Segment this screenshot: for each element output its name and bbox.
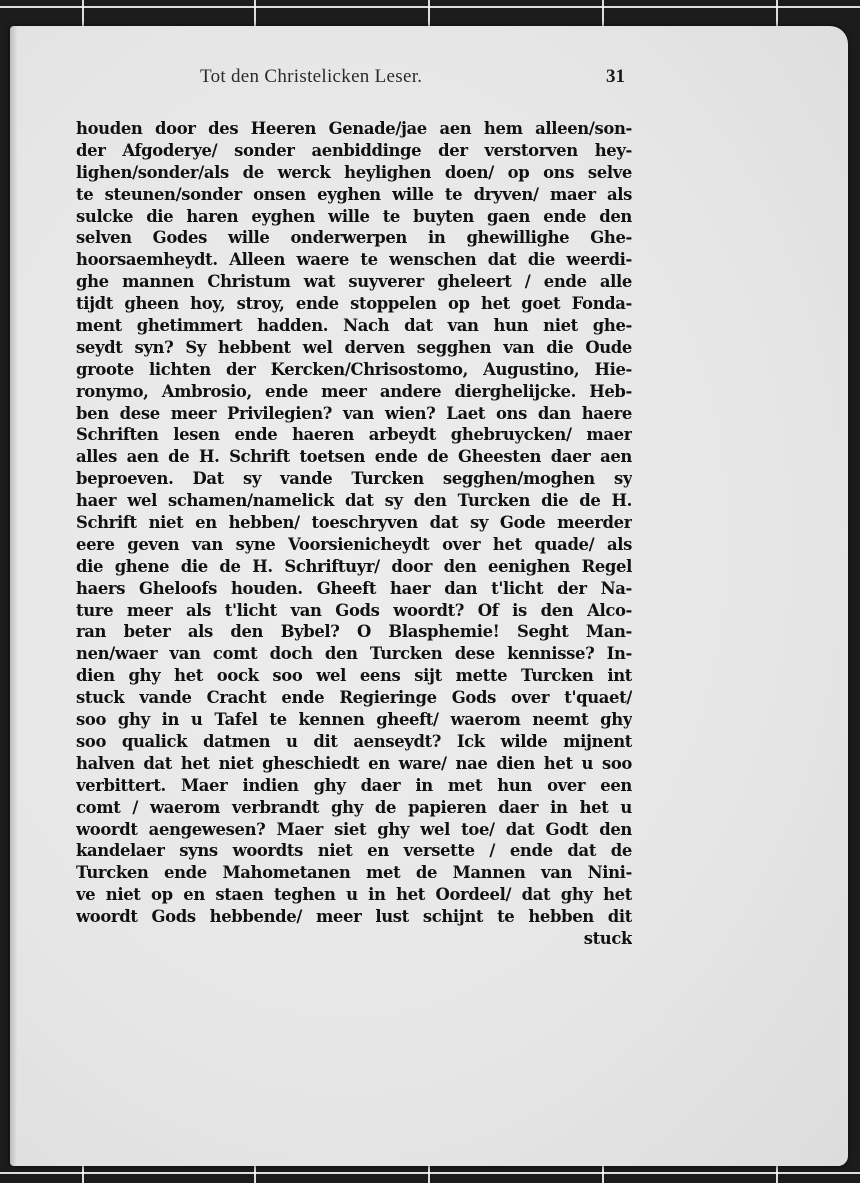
text-line: beproeven. Dat sy vande Turcken segghen/moghen sy [76, 469, 632, 489]
page-number: 31 [606, 66, 625, 87]
grid-line [0, 1172, 860, 1174]
text-line: ghe mannen Christum wat suyverer gheleert / ende alle [76, 272, 632, 292]
text-line: Schrift niet en hebben/ toeschryven dat sy Gode meerder [76, 513, 632, 533]
text-line: woordt aengewesen? Maer siet ghy wel toe/ dat Godt den [76, 819, 632, 839]
text-line: Schriften lesen ende haeren arbeydt ghebruycken/ maer [76, 425, 632, 445]
text-line: stuck vande Cracht ende Regieringe Gods over t'quaet/ [76, 688, 632, 708]
text-line: houden door des Heeren Genade/jae aen hem alleen/son- [76, 119, 632, 138]
text-line: alles aen de H. Schrift toetsen ende de Gheesten daer aen [76, 447, 632, 467]
text-line: groote lichten der Kercken/Chrisostomo, Augustino, Hie- [76, 359, 632, 379]
text-line: comt / waerom verbrandt ghy de papieren daer in het u [76, 797, 632, 817]
body-text [76, 118, 632, 950]
text-line: hoorsaemheydt. Alleen waere te wenschen dat die weerdi- [76, 250, 632, 270]
text-line: te steunen/sonder onsen eyghen wille te dryven/ maer als [76, 184, 632, 204]
text-line: ronymo, Ambrosio, ende meer andere dierghelijcke. Heb- [76, 381, 632, 401]
text-line: verbittert. Maer indien ghy daer in met hun over een [76, 775, 632, 795]
text-line: soo qualick datmen u dit aenseydt? Ick wilde mijnent [76, 731, 632, 751]
text-line: kandelaer syns woordts niet en versette / ende dat de [76, 841, 632, 861]
catchword: stuck [583, 928, 632, 948]
text-line: die ghene die de H. Schriftuyr/ door den eenighen Regel [76, 556, 632, 576]
text-line: seydt syn? Sy hebbent wel derven segghen van die Oude [76, 337, 632, 357]
text-line: selven Godes wille onderwerpen in ghewillighe Ghe- [76, 228, 632, 248]
text-line: ve niet op en staen teghen u in het Oordeel/ dat ghy het [76, 885, 632, 905]
text-line: ben dese meer Privilegien? van wien? Laet ons dan haere [76, 403, 632, 423]
text-line: lighen/sonder/als de werck heylighen doen/ op ons selve [76, 162, 632, 182]
text-line: woordt Gods hebbende/ meer lust schijnt te hebben dit [76, 907, 632, 927]
text-line: haers Gheloofs houden. Gheeft haer dan t'licht der Na- [76, 578, 632, 598]
text-line: ture meer als t'licht van Gods woordt? Of is den Alco- [76, 600, 632, 620]
text-line: Turcken ende Mahometanen met de Mannen van Nini- [76, 863, 632, 883]
grid-line [0, 6, 860, 8]
text-line: ment ghetimmert hadden. Nach dat van hun niet ghe- [76, 316, 632, 336]
text-line: haer wel schamen/namelick dat sy den Turcken die de H. [76, 491, 632, 511]
text-line: der Afgoderye/ sonder aenbiddinge der verstorven hey- [76, 140, 632, 160]
text-line: soo ghy in u Tafel te kennen gheeft/ waerom neemt ghy [76, 710, 632, 730]
text-line: ran beter als den Bybel? O Blasphemie! Seght Man- [76, 622, 632, 642]
text-line: tijdt gheen hoy, stroy, ende stoppelen op het goet Fonda- [76, 294, 632, 314]
text-line: dien ghy het oock soo wel eens sijt mette Turcken int [76, 666, 632, 686]
text-line: halven dat het niet gheschiedt en ware/ nae dien het u soo [76, 753, 632, 773]
text-line: eere geven van syne Voorsienicheydt over het quade/ als [76, 534, 632, 554]
page-edge [10, 26, 18, 1166]
text-line: nen/waer van comt doch den Turcken dese kennisse? In- [76, 644, 632, 664]
running-head: Tot den Christelicken Leser. [200, 66, 423, 87]
text-line: sulcke die haren eyghen wille te buyten gaen ende den [76, 206, 632, 226]
